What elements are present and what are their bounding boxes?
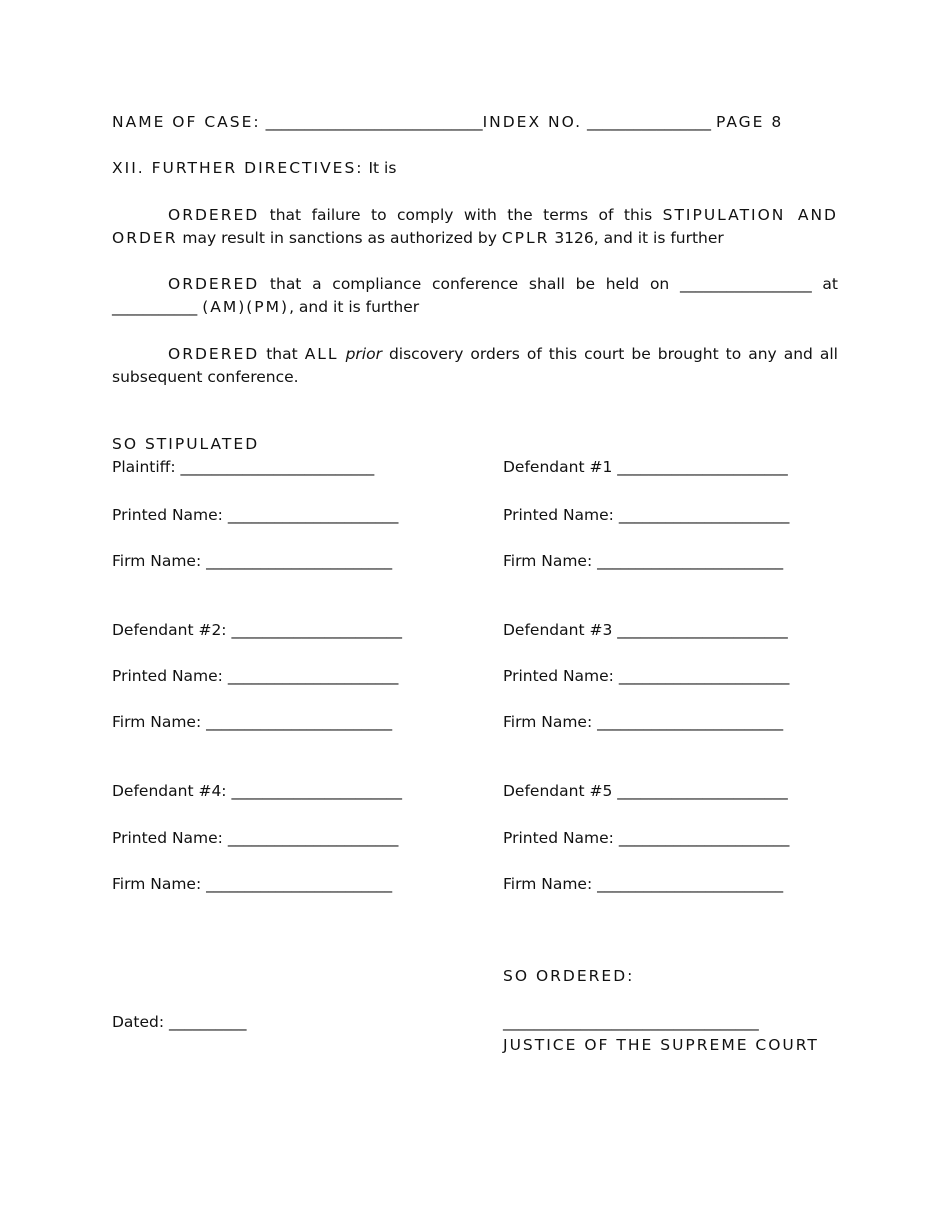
case-header bbox=[112, 113, 783, 131]
index-no-field[interactable]: ________________ bbox=[587, 113, 712, 131]
ordered-keyword: ORDERED bbox=[168, 345, 260, 363]
defendant-5-line[interactable]: Defendant #5 ______________________ bbox=[503, 782, 788, 800]
so-stipulated-heading: SO STIPULATED bbox=[112, 435, 260, 453]
name-of-case-label: NAME OF CASE: bbox=[112, 113, 261, 131]
stipulation-keyword: STIPULATION AND ORDER bbox=[112, 206, 838, 247]
defendant-3-line[interactable]: Defendant #3 ______________________ bbox=[503, 621, 788, 639]
index-no-label: INDEX NO. bbox=[482, 113, 583, 131]
ordered-keyword: ORDERED bbox=[168, 206, 260, 224]
defendant-2-line[interactable]: Defendant #2: ______________________ bbox=[112, 621, 402, 639]
paragraph-text: that failure to comply with the terms of this bbox=[259, 206, 663, 224]
all-keyword: ALL bbox=[304, 345, 339, 363]
paragraph-text: that a compliance conference shall be held on _________________ at ___________ bbox=[112, 275, 838, 316]
ampm-keyword: (AM)(PM) bbox=[202, 298, 290, 316]
defendant-4-line[interactable]: Defendant #4: ______________________ bbox=[112, 782, 402, 800]
order-paragraph-3 bbox=[112, 343, 838, 389]
defendant-5-firm-name-line[interactable]: Firm Name: ________________________ bbox=[503, 875, 784, 893]
paragraph-text: 3126, and it is further bbox=[549, 229, 724, 247]
plaintiff-firm-name-line[interactable]: Firm Name: ________________________ bbox=[112, 552, 393, 570]
dated-line[interactable]: Dated: __________ bbox=[112, 1013, 247, 1031]
defendant-2-printed-name-line[interactable]: Printed Name: ______________________ bbox=[112, 667, 399, 685]
defendant-1-printed-name-line[interactable]: Printed Name: ______________________ bbox=[503, 506, 790, 524]
defendant-3-printed-name-line[interactable]: Printed Name: ______________________ bbox=[503, 667, 790, 685]
section-heading: XII. FURTHER DIRECTIVES: bbox=[112, 159, 364, 177]
defendant-5-printed-name-line[interactable]: Printed Name: ______________________ bbox=[503, 829, 790, 847]
section-title bbox=[112, 159, 396, 177]
defendant-2-firm-name-line[interactable]: Firm Name: ________________________ bbox=[112, 713, 393, 731]
defendant-1-line[interactable]: Defendant #1 ______________________ bbox=[503, 458, 788, 476]
cplr-keyword: CPLR bbox=[501, 229, 550, 247]
justice-signature-line[interactable]: _________________________________ bbox=[503, 1013, 759, 1031]
prior-emphasis: prior bbox=[345, 345, 382, 363]
defendant-1-firm-name-line[interactable]: Firm Name: ________________________ bbox=[503, 552, 784, 570]
ordered-keyword: ORDERED bbox=[168, 275, 260, 293]
plaintiff-line[interactable]: Plaintiff: _________________________ bbox=[112, 458, 375, 476]
paragraph-text: discovery orders of this court be brought to any and all subsequent conference. bbox=[112, 345, 838, 386]
order-paragraph-2 bbox=[112, 273, 838, 319]
page-number: PAGE 8 bbox=[715, 113, 784, 131]
section-heading-suffix: It is bbox=[368, 159, 397, 177]
so-ordered-heading: SO ORDERED: bbox=[503, 967, 635, 985]
defendant-4-printed-name-line[interactable]: Printed Name: ______________________ bbox=[112, 829, 399, 847]
paragraph-text: , and it is further bbox=[289, 298, 420, 316]
defendant-4-firm-name-line[interactable]: Firm Name: ________________________ bbox=[112, 875, 393, 893]
paragraph-text: that bbox=[259, 345, 305, 363]
order-paragraph-1 bbox=[112, 204, 838, 250]
paragraph-text: may result in sanctions as authorized by bbox=[177, 229, 502, 247]
defendant-3-firm-name-line[interactable]: Firm Name: ________________________ bbox=[503, 713, 784, 731]
name-of-case-field[interactable]: ____________________________ bbox=[265, 113, 483, 131]
justice-title: JUSTICE OF THE SUPREME COURT bbox=[503, 1036, 819, 1054]
plaintiff-printed-name-line[interactable]: Printed Name: ______________________ bbox=[112, 506, 399, 524]
